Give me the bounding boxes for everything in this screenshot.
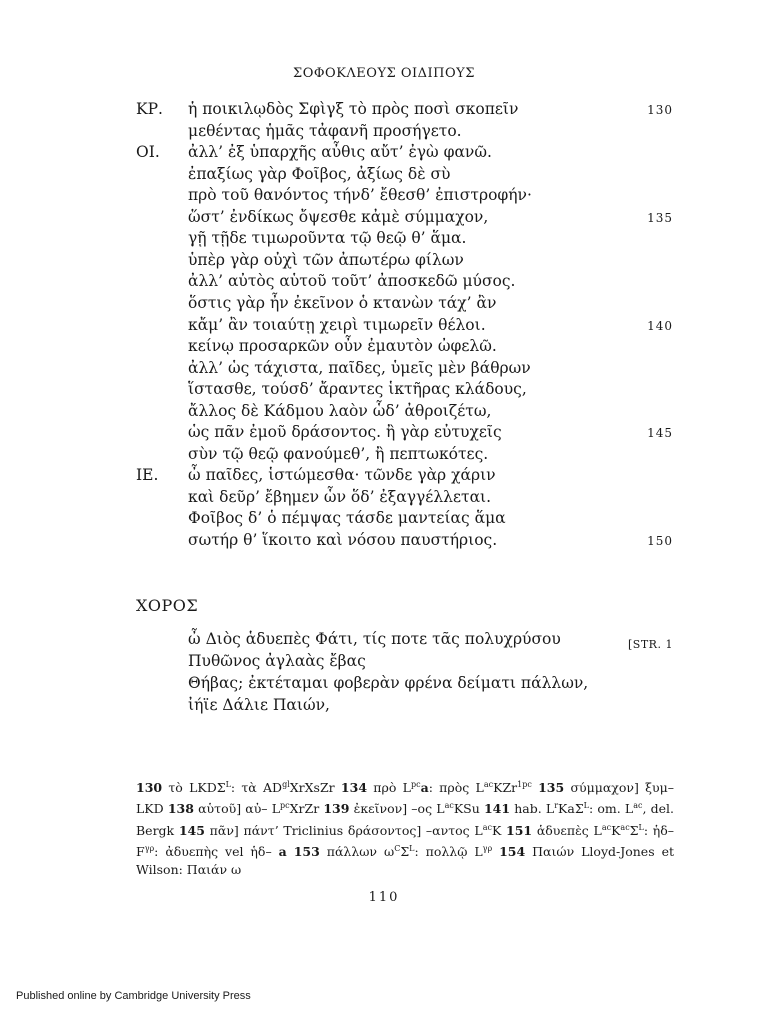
line-number: 130: [647, 103, 673, 117]
apparatus-siglum-bold: a: [420, 780, 429, 796]
verse-line: ἀλλ’ ὡς τάχιστα, παῖδες, ὑμεῖς μὲν βάθρων: [188, 358, 531, 377]
apparatus-siglum-bold: a: [278, 844, 287, 860]
apparatus-text: Σ: [629, 822, 639, 838]
verse-line: ἐπαξίως γὰρ Φοῖβος, ἀξίως δὲ σὺ: [188, 164, 451, 183]
verse-line: ὡς πᾶν ἐμοῦ δράσοντος. ἢ γὰρ εὐτυχεῖς: [188, 423, 502, 442]
apparatus-siglum-sup: ac: [633, 801, 643, 811]
apparatus-text: K: [611, 822, 621, 838]
line-number: 140: [647, 318, 673, 333]
chorus-line: Θήβας; ἐκτέταμαι φοβερὰν φρένα δείματι πάλλων,: [188, 674, 589, 692]
verse-line: ὑπὲρ γὰρ οὐχὶ τῶν ἀπωτέρω φίλων: [188, 250, 464, 269]
apparatus-text: πάλλων ω: [319, 844, 395, 860]
apparatus-siglum-sup: γρ: [482, 844, 493, 854]
apparatus-text: : ἡδ– F: [136, 822, 675, 860]
apparatus-line-ref: 151: [506, 822, 533, 838]
apparatus-text: : πρὸς L: [428, 780, 484, 796]
strophe-label: [STR. 1: [628, 638, 673, 651]
apparatus-text: τὸ LKDΣ: [162, 780, 226, 796]
apparatus-text: K: [491, 822, 507, 838]
apparatus-text: ἁδυεπὲς L: [532, 822, 602, 838]
apparatus-text: ἐκεῖνον] –ος L: [349, 801, 445, 817]
verse-line: ὦ παῖδες, ἱστώμεσθα· τῶνδε γὰρ χάριν: [188, 466, 496, 485]
speaker-label: ΟΙ.: [136, 143, 160, 162]
apparatus-text: : om. L: [588, 801, 634, 817]
apparatus-siglum-sup: pc: [410, 780, 421, 789]
critical-apparatus: [136, 776, 674, 880]
speaker-label: ΚΡ.: [136, 100, 163, 118]
apparatus-siglum-sup: 1pc: [517, 780, 532, 789]
apparatus-text: σύμμαχον] ξυμ– LKD: [136, 780, 674, 817]
apparatus-text: Παιών Lloyd-Jones et Wilson: Παιάν ω: [136, 844, 674, 878]
line-number: 145: [647, 426, 673, 441]
apparatus-text: : ἀδυεπὴς vel ἡδ–: [154, 844, 279, 860]
chorus-heading: ΧΟΡΟΣ: [136, 596, 199, 615]
verse-line: Φοῖβος δ’ ὁ πέμψας τάσδε μαντείας ἅμα: [188, 509, 506, 528]
running-head: ΣΟΦΟΚΛΕΟΥΣ ΟΙΔΙΠΟΥΣ: [293, 66, 475, 81]
verse-line: ἵστασθε, τούσδ’ ἄραντες ἱκτῆρας κλάδους,: [188, 380, 527, 399]
apparatus-siglum-sup: ac: [601, 822, 612, 832]
apparatus-text: XrXsZr: [289, 780, 341, 796]
apparatus-text: KZr: [493, 780, 518, 796]
verse-line: κείνῳ προσαρκῶν οὖν ἐμαυτὸν ὠφελῶ.: [188, 337, 497, 356]
chorus-line: Πυθῶνος ἀγλαὰς ἔβας: [188, 652, 366, 670]
apparatus-text: : πολλῷ L: [414, 844, 483, 860]
verse-line: μεθέντας ἡμᾶς τἀφανῆ προσήγετο.: [188, 121, 462, 140]
apparatus-siglum-sup: C: [394, 844, 401, 854]
apparatus-text: [287, 844, 294, 859]
apparatus-line-ref: 145: [178, 822, 205, 838]
apparatus-text: πᾶν] πάντ’ Triclinius δράσοντος] –αντος L: [204, 822, 483, 838]
verse-line: ἀλλ’ ἐξ ὑπαρχῆς αὖθις αὔτ’ ἐγὼ φανῶ.: [188, 143, 492, 162]
line-number: 150: [647, 534, 673, 548]
apparatus-siglum-sup: gl: [282, 780, 290, 789]
apparatus-siglum-sup: r: [554, 801, 559, 811]
verse-line: πρὸ τοῦ θανόντος τήνδ’ ἔθεσθ’ ἐπιστροφήν·: [188, 186, 532, 205]
apparatus-text: Σ: [400, 844, 410, 860]
apparatus-text: KaΣ: [558, 801, 584, 817]
page-number: 110: [368, 890, 400, 905]
apparatus-text: αὑτοῦ] αὐ– L: [193, 801, 281, 817]
apparatus-line-ref: 139: [323, 801, 350, 817]
verse-line: σωτήρ θ’ ἵκοιτο καὶ νόσου παυστήριος.: [188, 531, 498, 549]
apparatus-line-ref: 130: [136, 780, 163, 796]
apparatus-siglum-sup: ac: [620, 822, 630, 832]
apparatus-text: XrZr: [289, 801, 324, 817]
verse-line: ἀλλ’ αὐτὸς αὑτοῦ τοῦτ’ ἀποσκεδῶ μύσος.: [188, 272, 516, 291]
verse-line: γῇ τῇδε τιμωροῦντα τῷ θεῷ θ’ ἅμα.: [188, 229, 467, 248]
chorus-line: ὦ Διὸς ἁδυεπὲς Φάτι, τίς ποτε τᾶς πολυχρύσου: [188, 630, 561, 648]
verse-line: ὥστ’ ἐνδίκως ὄψεσθε κἀμὲ σύμμαχον,: [188, 207, 489, 226]
apparatus-line-ref: 153: [293, 844, 320, 860]
verse-line: ὅστις γὰρ ἦν ἐκεῖνον ὁ κτανὼν τάχ’ ἂν: [188, 293, 497, 312]
apparatus-text: πρὸ L: [367, 780, 411, 796]
apparatus-siglum-sup: ac: [482, 822, 492, 832]
apparatus-line-ref: 154: [499, 844, 526, 860]
verse-line: ἡ ποικιλῳδὸς Σφὶγξ τὸ πρὸς ποσὶ σκοπεῖν: [188, 100, 519, 118]
verse-line: κἄμ’ ἂν τοιαύτῃ χειρὶ τιμωρεῖν θέλοι.: [188, 315, 486, 334]
apparatus-siglum-sup: ac: [483, 780, 494, 789]
speaker-label: ΙΕ.: [136, 466, 159, 485]
line-number: 135: [647, 210, 673, 225]
verse-line: ἄλλος δὲ Κάδμου λαὸν ὧδ’ ἀθροιζέτω,: [188, 401, 492, 420]
apparatus-siglum-sup: L: [225, 780, 231, 789]
apparatus-line-ref: 141: [483, 801, 511, 817]
apparatus-text: , del. Bergk: [136, 801, 674, 838]
apparatus-siglum-sup: L: [409, 844, 415, 854]
apparatus-siglum-sup: ac: [444, 801, 454, 811]
apparatus-line-ref: 134: [340, 780, 368, 796]
apparatus-line-ref: 138: [167, 801, 194, 817]
verse-line: σὺν τῷ θεῷ φανούμεθ’, ἢ πεπτωκότες.: [188, 444, 489, 463]
publisher-footer: Published online by Cambridge University Press: [16, 990, 251, 1002]
apparatus-text: KSu: [453, 801, 484, 817]
apparatus-siglum-sup: L: [583, 801, 589, 811]
apparatus-siglum-sup: γρ: [144, 844, 155, 854]
chorus-line: ἰήϊε Δάλιε Παιών,: [188, 696, 330, 714]
apparatus-siglum-sup: pc: [280, 801, 290, 811]
apparatus-siglum-sup: L: [638, 822, 644, 832]
apparatus-text: : τὰ AD: [230, 780, 283, 796]
verse-line: καὶ δεῦρ’ ἔβημεν ὧν ὅδ’ ἐξαγγέλλεται.: [188, 487, 492, 506]
apparatus-line-ref: 135: [538, 780, 565, 796]
apparatus-text: hab. L: [510, 801, 555, 817]
